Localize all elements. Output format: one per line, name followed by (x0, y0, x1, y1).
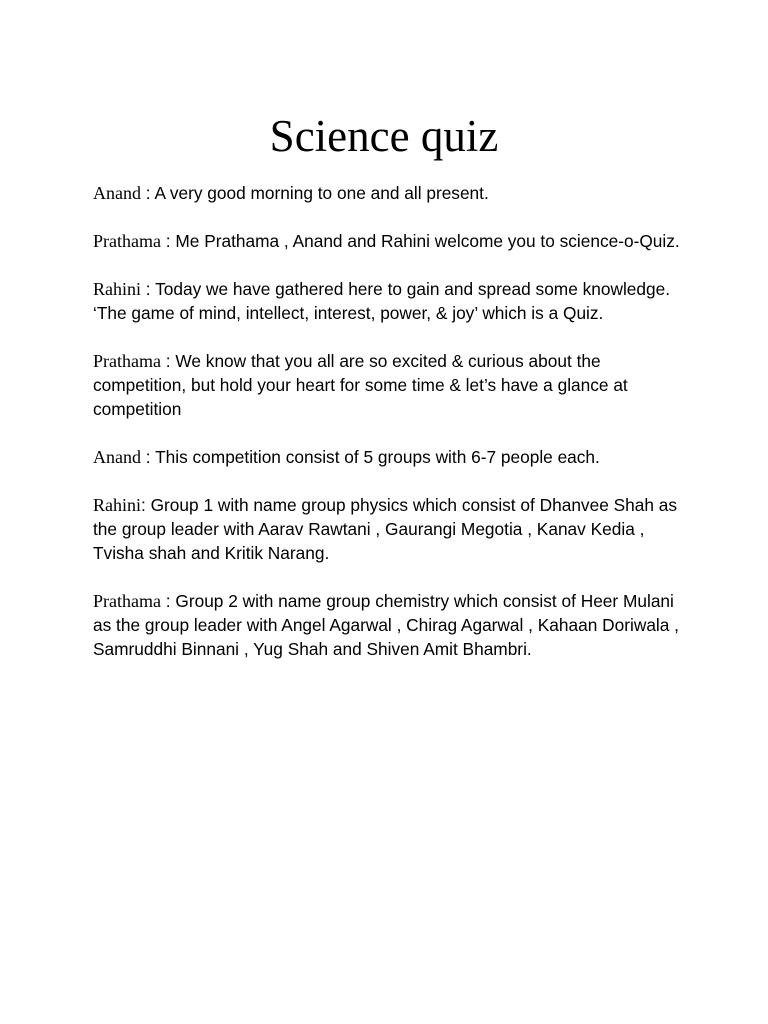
dialogue-text: Today we have gathered here to gain and spread some knowledge. ‘The game of mind, intellect, interest, power, & joy’ which is a Quiz. (93, 279, 671, 323)
dialogue-line (93, 445, 683, 469)
dialogue-list (93, 181, 683, 685)
dialogue-line (93, 349, 683, 421)
dialogue-text: We know that you all are so excited & curious about the competition, but hold your heart for some time & let’s have a glance at competition (93, 351, 628, 419)
dialogue-line (93, 493, 683, 565)
page-title: Science quiz (269, 111, 499, 161)
speaker-separator: : (141, 183, 155, 203)
speaker-name: Prathama (93, 351, 161, 371)
speaker-separator: : (141, 495, 151, 515)
speaker-separator: : (141, 447, 156, 467)
speaker-name: Prathama (93, 231, 161, 251)
speaker-name: Prathama (93, 591, 161, 611)
speaker-name: Anand (93, 183, 141, 203)
dialogue-line (93, 181, 683, 205)
speaker-name: Rahini (93, 495, 141, 515)
dialogue-text: Group 2 with name group chemistry which consist of Heer Mulani as the group leader with Angel Agarwal , Chirag Agarwal , Kahaan Doriwala , Samruddhi Binnani , Yug Shah and Shiven Amit Bhambri. (93, 591, 679, 659)
dialogue-line (93, 589, 683, 661)
speaker-name: Anand (93, 447, 141, 467)
dialogue-text: Me Prathama , Anand and Rahini welcome you to science-o-Quiz. (175, 231, 680, 251)
dialogue-line (93, 229, 683, 253)
dialogue-text: This competition consist of 5 groups with 6-7 people each. (155, 447, 600, 467)
speaker-separator: : (160, 591, 176, 611)
dialogue-text: Group 1 with name group physics which consist of Dhanvee Shah as the group leader with Aarav Rawtani , Gaurangi Megotia , Kanav Kedia , Tvisha shah and Kritik Narang. (93, 495, 678, 563)
speaker-separator: : (141, 279, 156, 299)
speaker-name: Rahini (93, 279, 141, 299)
dialogue-text: A very good morning to one and all present. (154, 183, 489, 203)
dialogue-line (93, 277, 683, 325)
speaker-separator: : (160, 351, 176, 371)
speaker-separator: : (160, 231, 176, 251)
